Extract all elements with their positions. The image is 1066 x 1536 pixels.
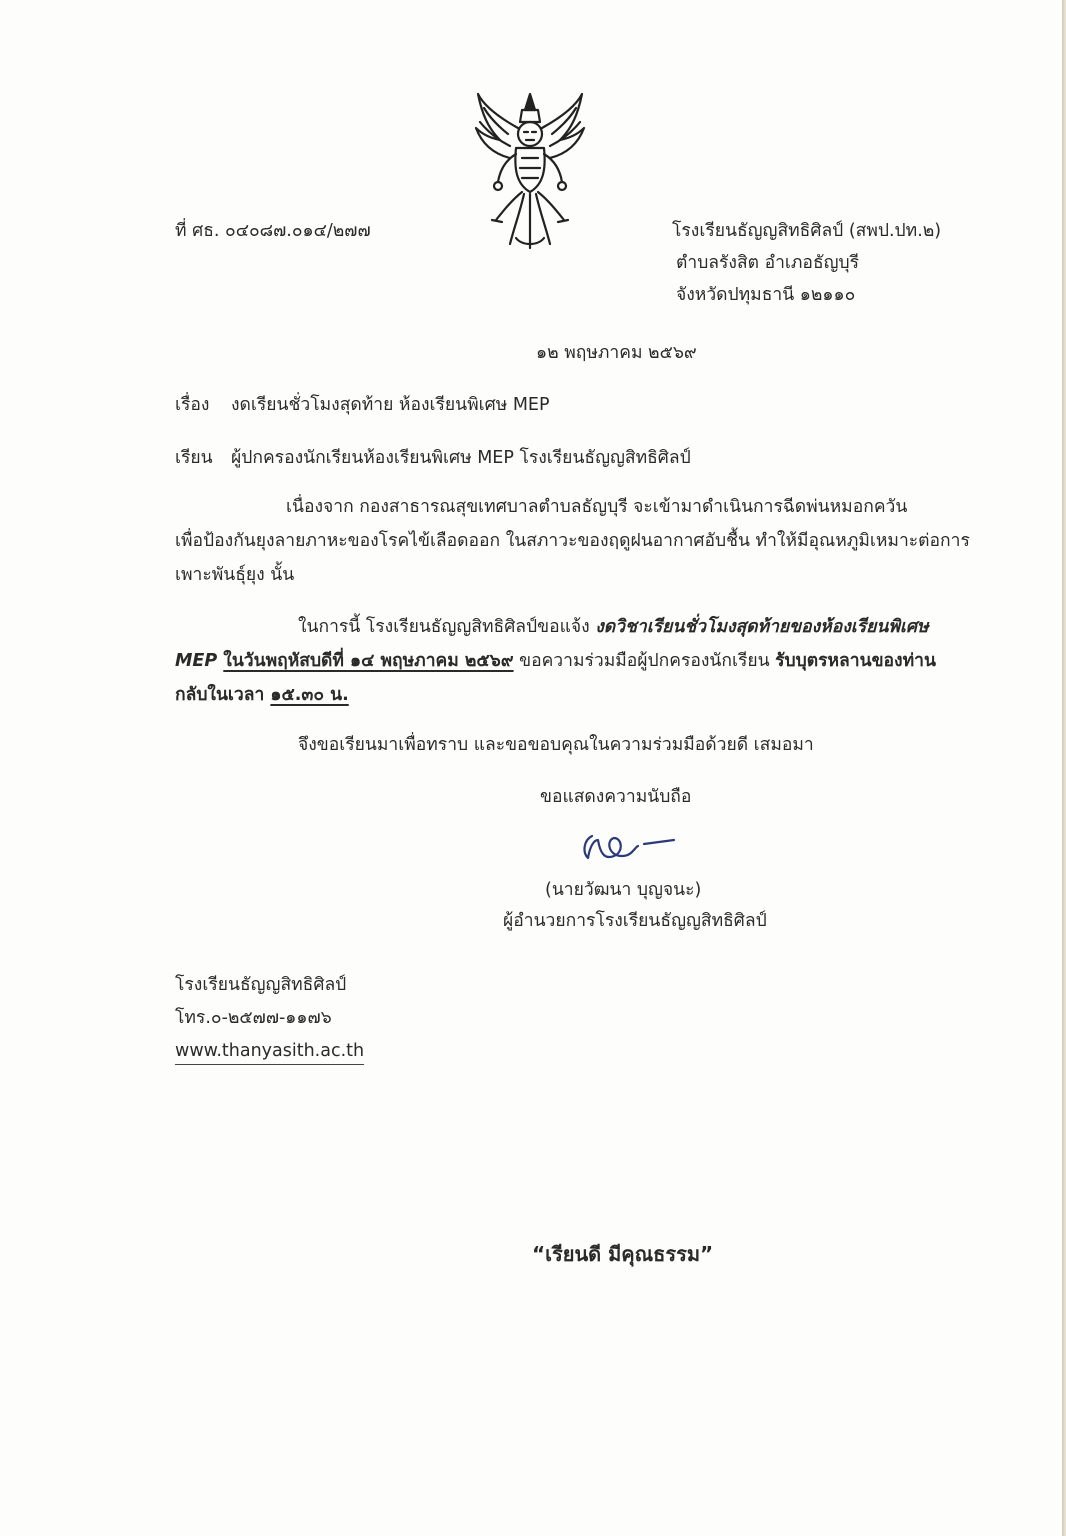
paragraph2-cancel-notice: งดวิชาเรียนชั่วโมงสุดท้ายของห้องเรียนพิเศษ bbox=[595, 617, 929, 637]
paragraph2-pickup-time: ๑๕.๓๐ น. bbox=[270, 685, 349, 705]
paragraph2-date-emphasis: ในวันพฤหัสบดีที่ ๑๔ พฤษภาคม ๒๕๖๙ bbox=[223, 651, 514, 671]
paper-edge bbox=[1062, 0, 1066, 1536]
paragraph1-line3: เพาะพันธุ์ยุง นั้น bbox=[175, 565, 295, 585]
paragraph2-pickup-time-label: กลับในเวลา bbox=[175, 685, 271, 705]
reference-number: ที่ ศธ. ๐๔๐๘๗.๐๑๔/๒๗๗ bbox=[175, 221, 371, 241]
signature-icon bbox=[578, 826, 688, 870]
paragraph2-pickup: รับบุตรหลานของท่าน bbox=[775, 651, 936, 671]
signer-title: ผู้อำนวยการโรงเรียนธัญญสิทธิศิลป์ bbox=[503, 911, 767, 931]
garuda-emblem-icon bbox=[470, 88, 590, 256]
paragraph2-program: MEP bbox=[175, 651, 224, 671]
paragraph2-line3 bbox=[175, 684, 349, 706]
footer-website-link[interactable]: www.thanyasith.ac.th bbox=[175, 1040, 364, 1065]
closing-line: จึงขอเรียนมาเพื่อทราบ และขอขอบคุณในความร่วมมือด้วยดี เสมอมา bbox=[298, 735, 814, 755]
paragraph2-line2 bbox=[175, 650, 936, 672]
regards: ขอแสดงความนับถือ bbox=[540, 787, 692, 807]
subject-text: งดเรียนชั่วโมงสุดท้าย ห้องเรียนพิเศษ MEP bbox=[231, 395, 550, 415]
school-address-line1: โรงเรียนธัญญสิทธิศิลป์ (สพป.ปท.๒) bbox=[672, 221, 942, 241]
paragraph1-line2: เพื่อป้องกันยุงลายภาหะของโรคไข้เลือดออก ในสภาวะของฤดูฝนอากาศอับชื้น ทำให้มีอุณหภูมิเหมาะต่อการ bbox=[175, 531, 970, 551]
paragraph2-line1 bbox=[298, 616, 929, 638]
footer-phone: โทร.๐-๒๕๗๗-๑๑๗๖ bbox=[175, 1008, 332, 1028]
paragraph1-line1: เนื่องจาก กองสาธารณสุขเทศบาลตำบลธัญบุรี จะเข้ามาดำเนินการฉีดพ่นหมอกควัน bbox=[286, 497, 908, 517]
signer-name: (นายวัฒนา บุญจนะ) bbox=[545, 880, 702, 900]
school-address-line3: จังหวัดปทุมธานี ๑๒๑๑๐ bbox=[676, 285, 856, 305]
school-motto: “เรียนดี มีคุณธรรม” bbox=[532, 1242, 714, 1266]
paragraph2-request: ขอความร่วมมือผู้ปกครองนักเรียน bbox=[513, 651, 776, 671]
recipient-label: เรียน bbox=[175, 448, 213, 468]
recipient-text: ผู้ปกครองนักเรียนห้องเรียนพิเศษ MEP โรงเรียนธัญญสิทธิศิลป์ bbox=[231, 448, 691, 468]
letter-date: ๑๒ พฤษภาคม ๒๕๖๙ bbox=[536, 343, 697, 363]
school-address-line2: ตำบลรังสิต อำเภอธัญบุรี bbox=[676, 253, 860, 273]
paragraph2-intro: ในการนี้ โรงเรียนธัญญสิทธิศิลป์ขอแจ้ง bbox=[298, 617, 596, 637]
subject-label: เรื่อง bbox=[175, 395, 210, 415]
footer-school: โรงเรียนธัญญสิทธิศิลป์ bbox=[175, 975, 347, 995]
